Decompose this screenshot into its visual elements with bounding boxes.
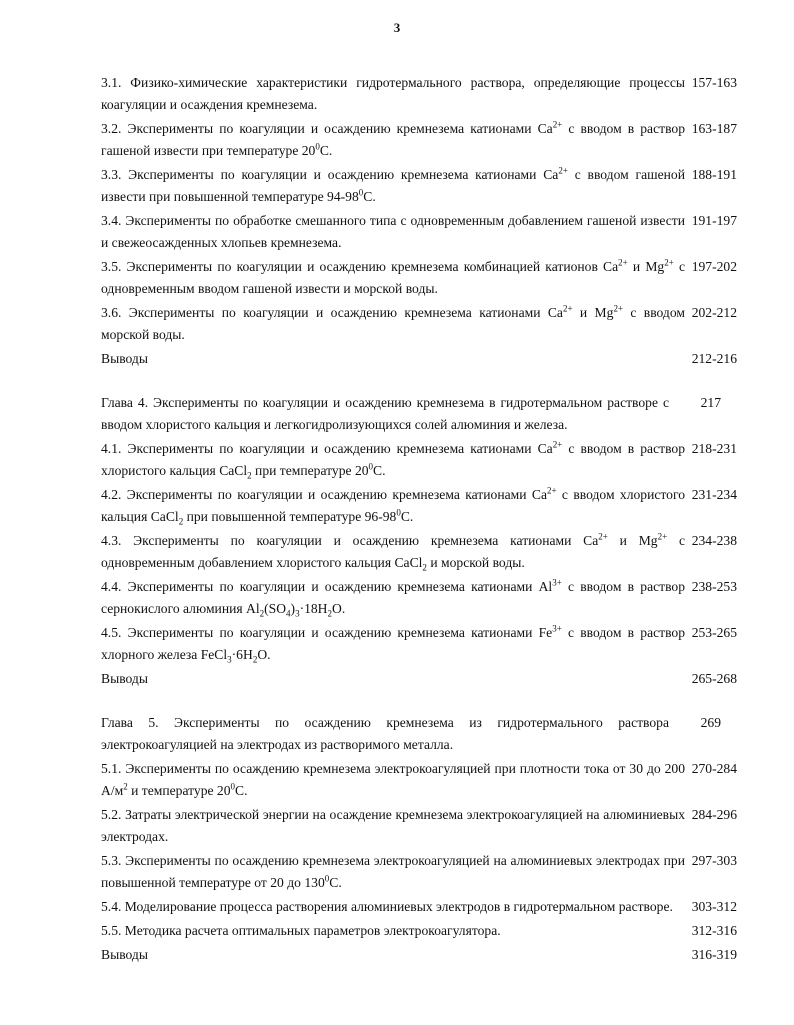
toc-entry bbox=[101, 850, 737, 894]
toc-entry-title: Глава 5. Эксперименты по осаждению кремнезема из гидротермального раствора электрокоагуляцией на электродах из растворимого металла. bbox=[101, 715, 669, 752]
toc-entry bbox=[101, 920, 737, 942]
toc-entry-title: 5.2. Затраты электрической энергии на осаждение кремнезема электрокоагуляцией на алюминиевых электродах. bbox=[101, 807, 685, 844]
toc-entry bbox=[101, 302, 737, 346]
section-gap bbox=[101, 372, 737, 392]
section-gap bbox=[101, 692, 737, 712]
toc-entry-title: Глава 4. Эксперименты по коагуляции и осаждению кремнезема в гидротермальном растворе с вводом хлористого кальция и легкогидролизующихся солей алюминия и железа. bbox=[101, 395, 669, 432]
toc-entry bbox=[101, 896, 737, 918]
toc-entry bbox=[101, 210, 737, 254]
toc-entry bbox=[101, 256, 737, 300]
toc-entry-pages: 163-187 bbox=[691, 121, 737, 136]
toc-chapter-entry bbox=[101, 392, 737, 436]
toc-entry-title: 5.3. Эксперименты по осаждению кремнезема электрокоагуляцией на алюминиевых электродах при повышенной температуре от 20 до $130^0C$. bbox=[101, 853, 685, 890]
toc-entry-pages: 188-191 bbox=[691, 167, 737, 182]
toc-entry bbox=[101, 944, 737, 966]
toc-entry-title: 4.3. Эксперименты по коагуляции и осаждению кремнезема катионами $Ca^{2+}$ и $Mg^{2+}$ с одновременным добавлением хлористого кальция CaCl$_2$ и морской воды. bbox=[101, 531, 685, 573]
toc-entry-title: 3.5. Эксперименты по коагуляции и осаждению кремнезема комбинацией катионов $Ca^{2+}$ и $Mg^{2+}$ с одновременным вводом гашеной извести и морской воды. bbox=[101, 257, 685, 296]
toc-entry-title: 3.6. Эксперименты по коагуляции и осаждению кремнезема катионами $Ca^{2+}$ и $Mg^{2+}$ с вводом морской воды. bbox=[101, 303, 685, 342]
toc-entry-title: Выводы bbox=[101, 351, 148, 366]
toc-entry bbox=[101, 530, 737, 574]
toc-entry-pages: 218-231 bbox=[691, 441, 737, 456]
toc-entry-title: 3.2. Эксперименты по коагуляции и осаждению кремнезема катионами $Ca^{2+}$ с вводом в раствор гашеной извести при температуре $20^0C$. bbox=[101, 119, 685, 158]
toc-entry-pages: 234-238 bbox=[691, 533, 737, 548]
toc-entry-pages: 253-265 bbox=[691, 625, 737, 640]
toc-entry-title: 3.1. Физико-химические характеристики гидротермального раствора, определяющие процессы коагуляции и осаждения кремнезема. bbox=[101, 75, 685, 112]
toc-entry bbox=[101, 118, 737, 162]
toc-entry bbox=[101, 804, 737, 848]
toc-entry bbox=[101, 576, 737, 620]
toc-entry-pages: 270-284 bbox=[691, 761, 737, 776]
toc-entry-title: 4.5. Эксперименты по коагуляции и осаждению кремнезема катионами $Fe^{3+}$ с вводом в раствор хлорного железа $FeCl_3\cdot 6H_2O$. bbox=[101, 623, 685, 665]
toc-entry-title: 4.2. Эксперименты по коагуляции и осаждению кремнезема катионами $Ca^{2+}$ с вводом хлористого кальция CaCl$_2$ при повышенной температуре $96-98^0C$. bbox=[101, 485, 685, 527]
toc-entry-title: Выводы bbox=[101, 947, 148, 962]
toc-entry-pages: 202-212 bbox=[691, 305, 737, 320]
toc-entry-pages: 231-234 bbox=[691, 487, 737, 502]
toc-entry-title: 3.4. Эксперименты по обработке смешанного типа с одновременным добавлением гашеной извести и свежеосажденных хлопьев кремнезема. bbox=[101, 213, 685, 250]
toc-entry-pages: 238-253 bbox=[691, 579, 737, 594]
toc-entry-pages: 303-312 bbox=[691, 899, 737, 914]
toc-entry-title: 5.1. Эксперименты по осаждению кремнезема электрокоагуляцией при плотности тока от 30 до 200 $А/м^2$ и температуре $20^0C$. bbox=[101, 761, 685, 798]
toc-entry bbox=[101, 164, 737, 208]
toc-entry-pages: 212-216 bbox=[691, 351, 737, 366]
toc-chapter-entry bbox=[101, 712, 737, 756]
toc-entry-pages: 157-163 bbox=[691, 75, 737, 90]
toc-entry-pages: 269 bbox=[700, 715, 721, 730]
toc-entry-pages: 217 bbox=[700, 395, 721, 410]
toc-entry bbox=[101, 72, 737, 116]
toc-entry bbox=[101, 758, 737, 802]
toc-entry-title: 4.4. Эксперименты по коагуляции и осаждению кремнезема катионами $Al^{3+}$ с вводом в раствор сернокислого алюминия $Al_2(SO_4)_3\cdot 18H_2O$. bbox=[101, 577, 685, 619]
toc-entry-pages: 265-268 bbox=[691, 671, 737, 686]
toc-entry bbox=[101, 622, 737, 666]
toc-entry-title: Выводы bbox=[101, 671, 148, 686]
toc-entry bbox=[101, 348, 737, 370]
page-number: 3 bbox=[393, 20, 401, 35]
toc-entry bbox=[101, 438, 737, 482]
toc-entry bbox=[101, 484, 737, 528]
toc-entry-pages: 191-197 bbox=[691, 213, 737, 228]
toc-entry-pages: 284-296 bbox=[691, 807, 737, 822]
toc-entry-pages: 312-316 bbox=[691, 923, 737, 938]
toc-entry-title: 3.3. Эксперименты по коагуляции и осаждению кремнезема катионами $Ca^{2+}$ с вводом гашеной извести при повышенной температуре $94-98^0C$. bbox=[101, 165, 685, 204]
toc-entry-pages: 197-202 bbox=[691, 259, 737, 274]
toc-entry-title: 5.4. Моделирование процесса растворения алюминиевых электродов в гидротермальном растворе. bbox=[101, 899, 673, 914]
toc-entry-pages: 316-319 bbox=[691, 947, 737, 962]
toc-entry-title: 4.1. Эксперименты по коагуляции и осаждению кремнезема катионами $Ca^{2+}$ с вводом в раствор хлористого кальция CaCl$_2$ при температуре $20^0C$. bbox=[101, 439, 685, 481]
toc-entry-title: 5.5. Методика расчета оптимальных параметров электрокоагулятора. bbox=[101, 923, 501, 938]
toc-entry-pages: 297-303 bbox=[691, 853, 737, 868]
table-of-contents bbox=[101, 72, 737, 968]
toc-entry bbox=[101, 668, 737, 690]
